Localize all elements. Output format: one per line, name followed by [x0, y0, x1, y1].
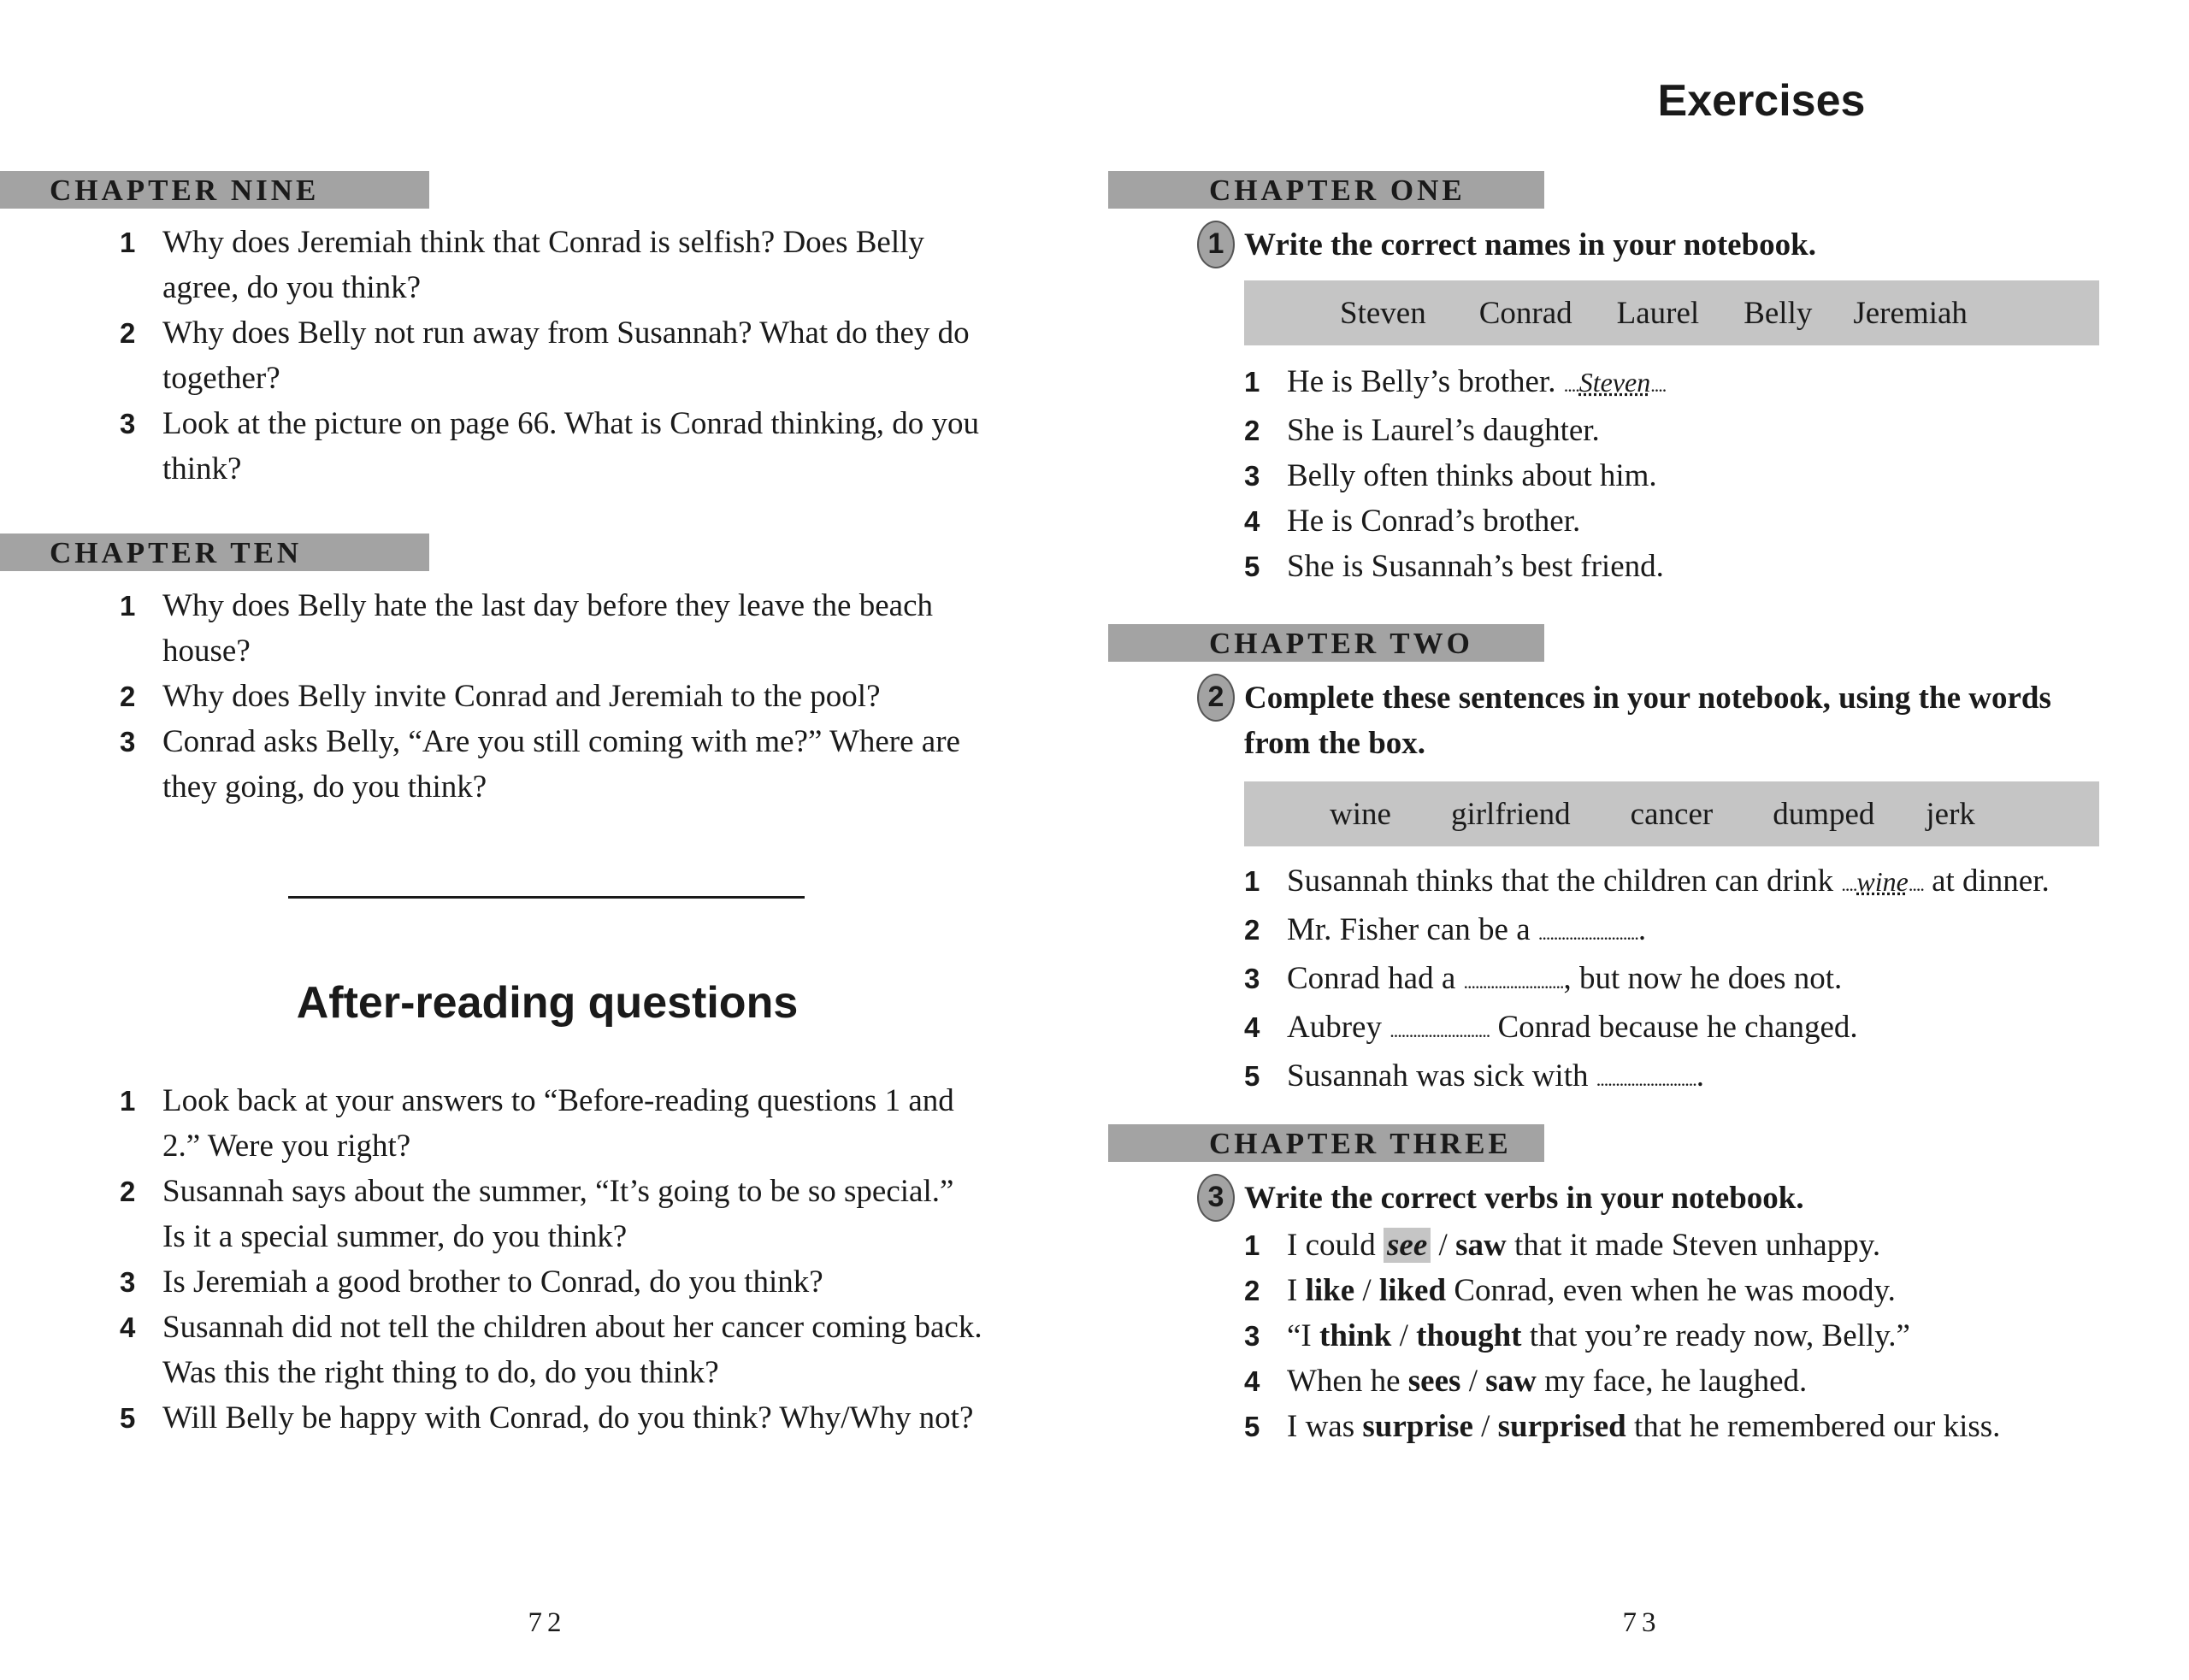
- list-item: 2 Why does Belly invite Conrad and Jeremiah to the pool?: [120, 679, 881, 714]
- word-box-item: Laurel: [1616, 295, 1700, 331]
- exercise-number-badge: 2: [1197, 674, 1235, 722]
- list-item: 2 I like / liked Conrad, even when he was moody.: [1244, 1273, 1896, 1308]
- word-box-item: wine: [1330, 796, 1391, 832]
- list-item: 3 Is Jeremiah a good brother to Conrad, do you think?: [120, 1264, 823, 1300]
- chapter-ten-questions: [120, 583, 983, 810]
- chapter-two-header: CHAPTER TWO: [1108, 624, 1544, 662]
- chapter-one-items: [1244, 359, 2108, 589]
- list-item: 1 Why does Jeremiah think that Conrad is selfish? Does Belly agree, do you think?: [120, 225, 924, 305]
- right-page: [1094, 0, 2189, 1680]
- list-item: 4 He is Conrad’s brother.: [1244, 504, 1581, 539]
- list-item: 2 Mr. Fisher can be a ...........................: [1244, 912, 1647, 947]
- example-answer: wine: [1856, 866, 1909, 897]
- exercise-instruction: Complete these sentences in your notebook, using the words from the box.: [1244, 681, 2051, 761]
- list-item: 3 Look at the picture on page 66. What is Conrad thinking, do you think?: [120, 406, 979, 486]
- word-box-item: Conrad: [1478, 295, 1572, 331]
- chapter-nine-header: CHAPTER NINE: [0, 171, 429, 209]
- after-reading-heading: After-reading questions: [296, 978, 799, 1028]
- exercise-instruction: Write the correct names in your notebook.: [1244, 227, 1816, 262]
- chapter-two-items: [1244, 858, 2108, 1102]
- list-item: 1 Susannah thinks that the children can drink ....wine.... at dinner.: [1244, 864, 2050, 899]
- list-item: 1 He is Belly’s brother. ....Steven....: [1244, 364, 1667, 399]
- chapter-one-header: CHAPTER ONE: [1108, 171, 1544, 209]
- list-item: 5 Will Belly be happy with Conrad, do you think? Why/Why not?: [120, 1400, 974, 1435]
- list-item: 4 Susannah did not tell the children about her cancer coming back. Was this the right thing to do, do you think?: [120, 1310, 982, 1390]
- chapter-nine-questions: [120, 220, 983, 492]
- after-reading-questions: [120, 1078, 983, 1441]
- word-box-item: Steven: [1340, 295, 1426, 331]
- word-box-item: jerk: [1926, 796, 1975, 832]
- exercises-heading: Exercises: [1657, 76, 1866, 126]
- list-item: 5 Susannah was sick with ...........................: [1244, 1058, 1704, 1093]
- exercise-number-badge: 3: [1197, 1174, 1235, 1222]
- example-answer: Steven: [1578, 367, 1651, 398]
- list-item: 3 Conrad asks Belly, “Are you still coming with me?” Where are they going, do you think?: [120, 724, 960, 805]
- list-item: 1 Why does Belly hate the last day before they leave the beach house?: [120, 588, 933, 669]
- list-item: 3 Belly often thinks about him.: [1244, 458, 1657, 493]
- list-item: 3 Conrad had a .........................., but now he does not.: [1244, 961, 1843, 996]
- list-item: 2 Why does Belly not run away from Susannah? What do they do together?: [120, 315, 970, 396]
- list-item: 2 She is Laurel’s daughter.: [1244, 413, 1600, 448]
- word-box: [1244, 781, 2099, 846]
- word-box-item: Belly: [1744, 295, 1813, 331]
- word-box: [1244, 280, 2099, 345]
- list-item: 5 She is Susannah’s best friend.: [1244, 549, 1664, 584]
- left-page: [0, 0, 1094, 1680]
- list-item: 4 Aubrey .......................... Conrad because he changed.: [1244, 1010, 1858, 1045]
- section-divider: [288, 896, 805, 899]
- chapter-ten-header: CHAPTER TEN: [0, 533, 429, 571]
- list-item: 1 Look back at your answers to “Before-reading questions 1 and 2.” Were you right?: [120, 1083, 954, 1164]
- exercise-number-badge: 1: [1197, 221, 1235, 268]
- list-item: 3 “I think / thought that you’re ready now, Belly.”: [1244, 1318, 1910, 1353]
- list-item: 5 I was surprise / surprised that he remembered our kiss.: [1244, 1409, 2001, 1444]
- word-box-item: dumped: [1773, 796, 1875, 832]
- word-box-item: Jeremiah: [1853, 295, 1968, 331]
- list-item: 4 When he sees / saw my face, he laughed.: [1244, 1364, 1808, 1399]
- word-box-item: cancer: [1630, 796, 1714, 832]
- exercise-instruction: Write the correct verbs in your notebook.: [1244, 1181, 1804, 1216]
- highlighted-answer: see: [1384, 1228, 1431, 1263]
- page-number: 73: [1622, 1607, 1661, 1638]
- list-item: 1 I could see / saw that it made Steven unhappy.: [1244, 1228, 1881, 1263]
- chapter-three-items: [1244, 1223, 2108, 1449]
- word-box-item: girlfriend: [1450, 796, 1571, 832]
- page-number: 72: [528, 1607, 567, 1638]
- chapter-three-header: CHAPTER THREE: [1108, 1124, 1544, 1162]
- list-item: 2 Susannah says about the summer, “It’s going to be so special.” Is it a special summer, do you think?: [120, 1174, 954, 1254]
